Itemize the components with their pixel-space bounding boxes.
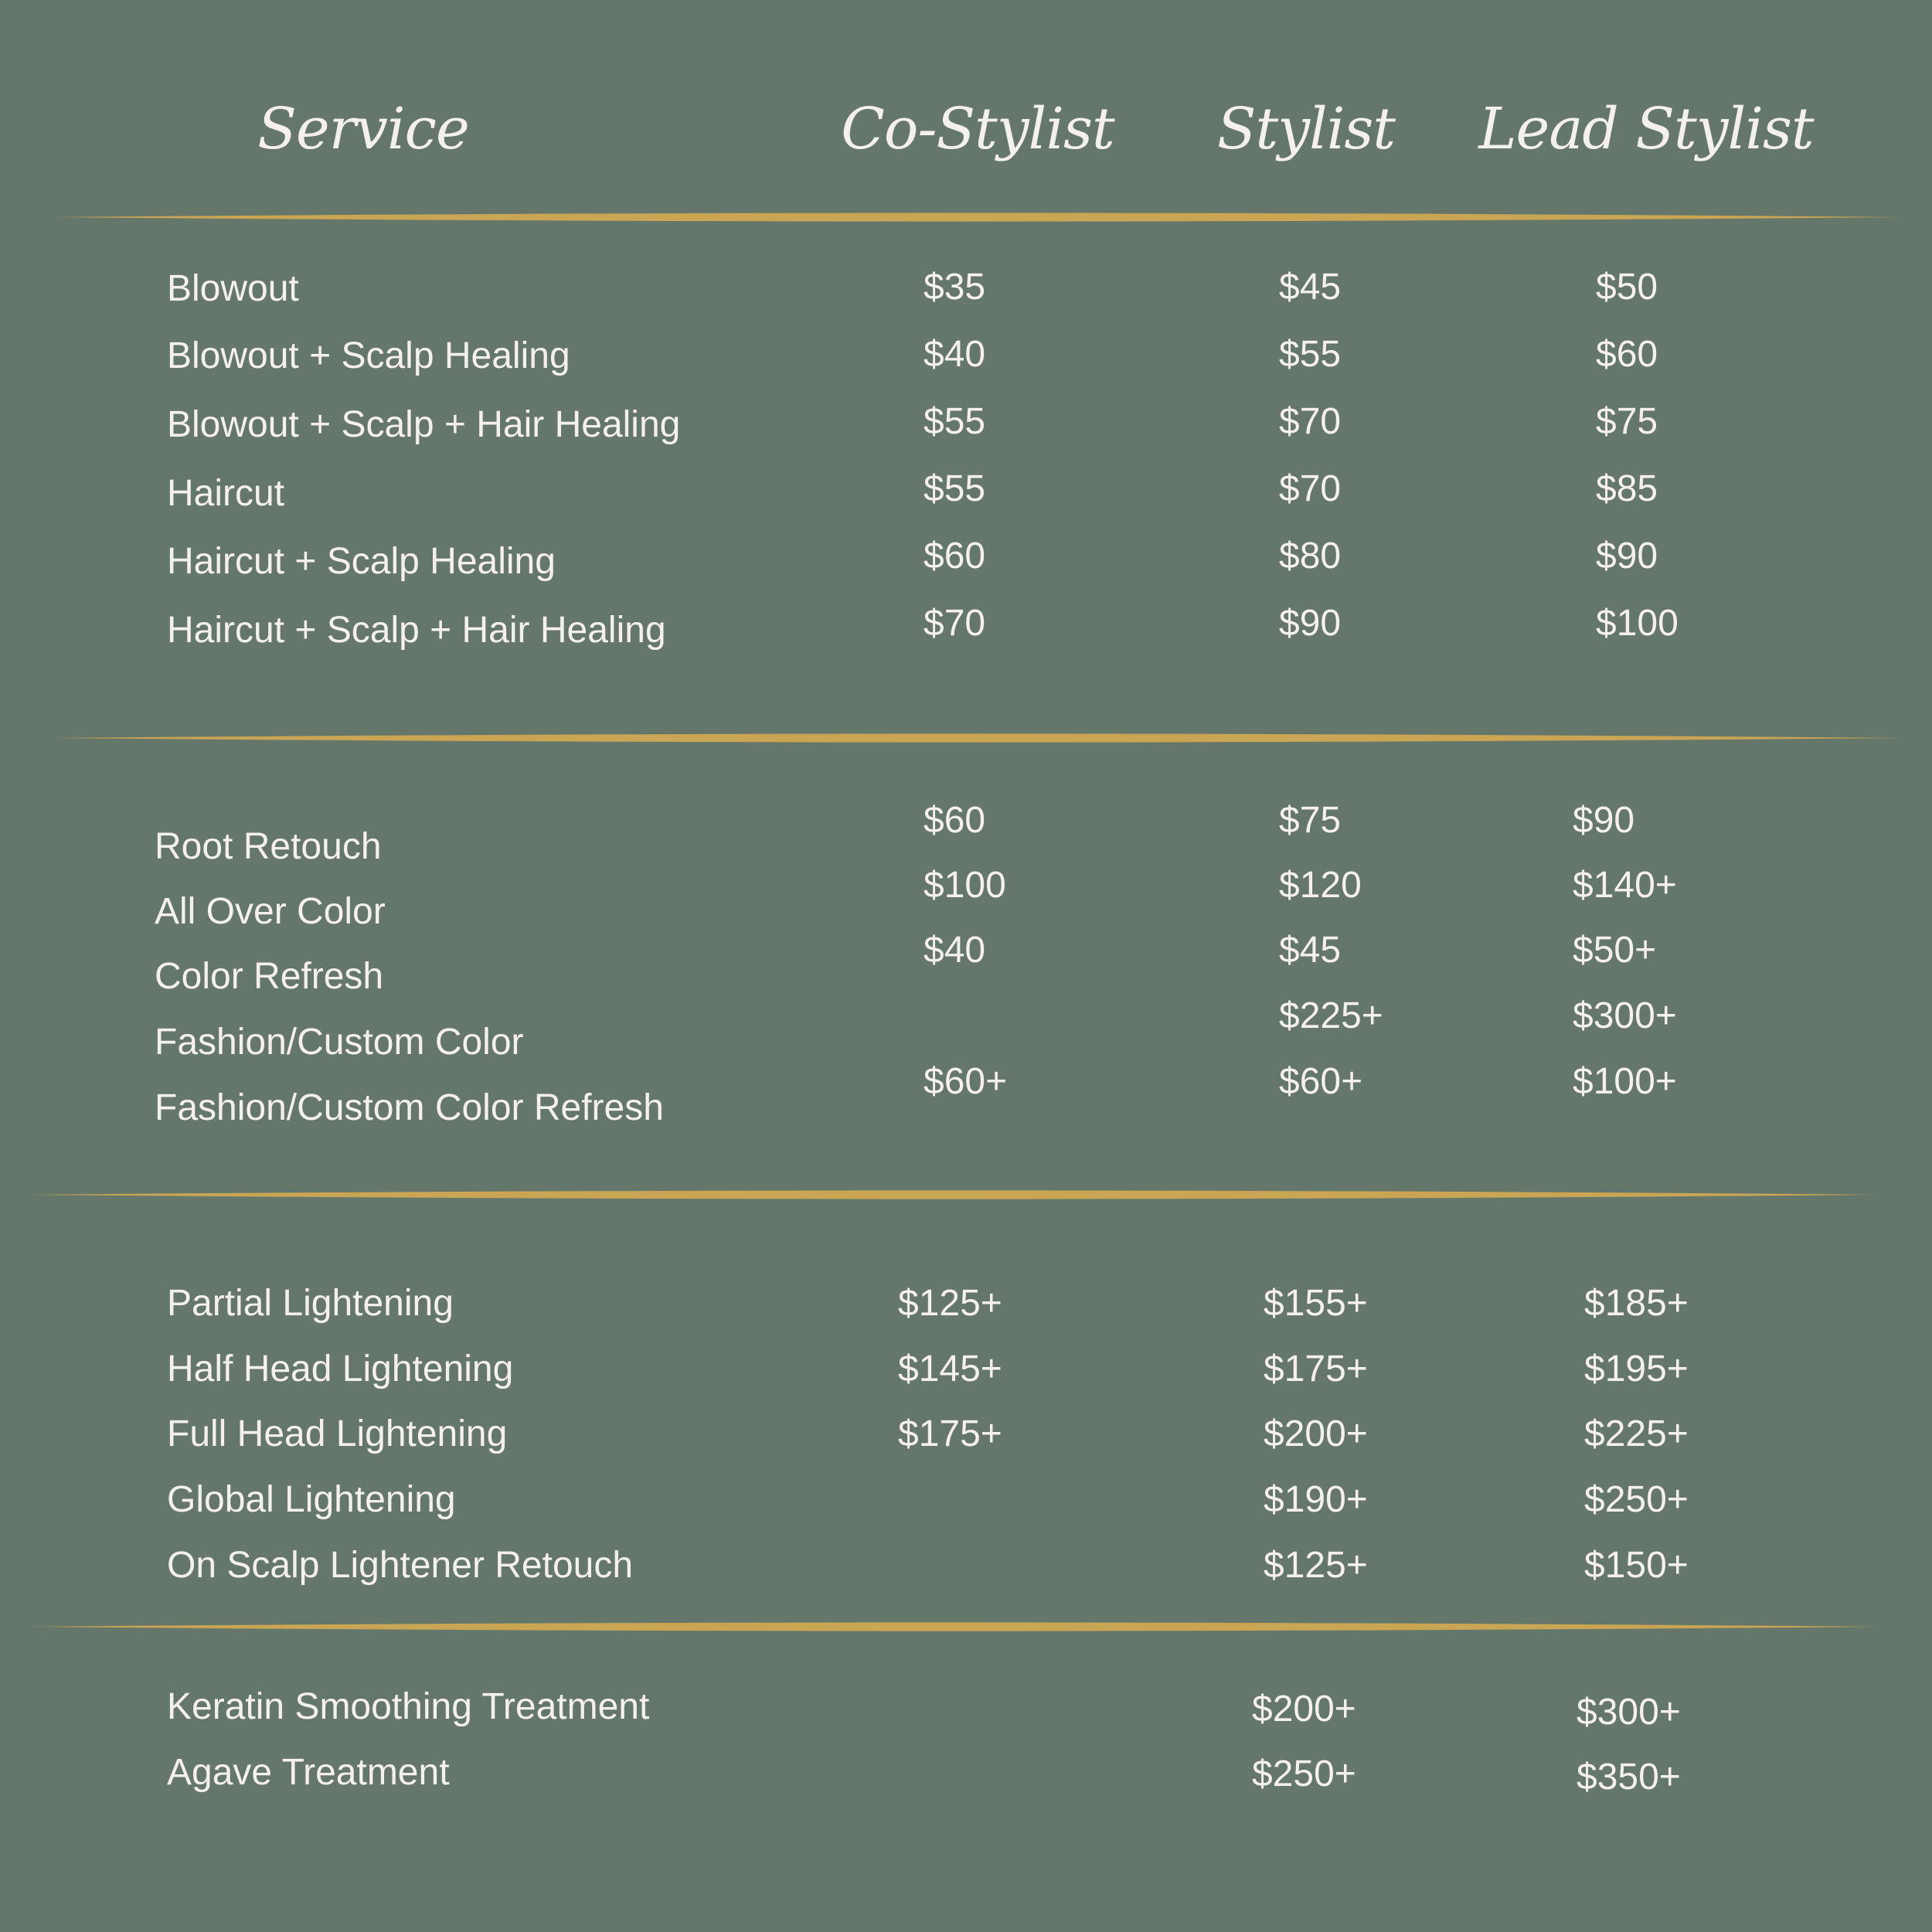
header-stylist: Stylist <box>1216 96 1396 162</box>
price-lead-stylist: $195+ <box>1584 1349 1689 1389</box>
service-name: Haircut + Scalp + Hair Healing <box>167 610 666 651</box>
price-lead-stylist: $50 <box>1596 267 1658 308</box>
price-lead-stylist: $75 <box>1596 401 1658 442</box>
price-stylist: $55 <box>1279 334 1342 375</box>
price-lead-stylist: $60 <box>1596 334 1658 375</box>
price-stylist: $70 <box>1279 401 1342 442</box>
price-lead-stylist: $100+ <box>1573 1061 1677 1102</box>
price-lead-stylist: $140+ <box>1573 865 1677 906</box>
service-name: Agave Treatment <box>167 1752 450 1793</box>
price-stylist: $190+ <box>1264 1479 1368 1520</box>
price-lead-stylist: $90 <box>1573 800 1635 841</box>
service-name: On Scalp Lightener Retouch <box>167 1545 634 1586</box>
header-lead-stylist: Lead Stylist <box>1478 96 1814 162</box>
service-name: Blowout + Scalp Healing <box>167 335 570 376</box>
price-lead-stylist: $100 <box>1596 603 1679 644</box>
service-name: Global Lightening <box>167 1479 456 1520</box>
service-name: Full Head Lightening <box>167 1413 508 1454</box>
service-name: Blowout + Scalp + Hair Healing <box>167 404 681 445</box>
divider-3 <box>31 1189 1878 1201</box>
price-stylist: $45 <box>1279 267 1342 308</box>
service-name: Fashion/Custom Color Refresh <box>155 1087 664 1128</box>
price-stylist: $125+ <box>1264 1545 1368 1586</box>
service-name: Root Retouch <box>155 826 382 867</box>
service-name: Color Refresh <box>155 956 384 997</box>
price-lead-stylist: $90 <box>1596 536 1658 577</box>
divider-4 <box>31 1621 1878 1633</box>
divider-2 <box>54 732 1901 744</box>
price-co-stylist: $40 <box>923 334 986 375</box>
price-co-stylist: $55 <box>923 468 986 509</box>
price-co-stylist: $100 <box>923 865 1006 906</box>
price-co-stylist: $175+ <box>898 1413 1002 1454</box>
price-stylist: $75 <box>1279 800 1342 841</box>
price-stylist: $250+ <box>1252 1753 1356 1794</box>
price-lead-stylist: $250+ <box>1584 1479 1689 1520</box>
price-stylist: $80 <box>1279 536 1342 577</box>
price-co-stylist: $60 <box>923 536 986 577</box>
service-name: Half Head Lightening <box>167 1349 514 1389</box>
price-co-stylist: $60 <box>923 800 986 841</box>
service-name: Keratin Smoothing Treatment <box>167 1686 650 1727</box>
price-stylist: $225+ <box>1279 995 1383 1036</box>
price-stylist: $175+ <box>1264 1349 1368 1389</box>
price-co-stylist: $35 <box>923 267 986 308</box>
price-lead-stylist: $300+ <box>1573 995 1677 1036</box>
price-stylist: $155+ <box>1264 1283 1368 1324</box>
price-stylist: $120 <box>1279 865 1362 906</box>
price-stylist: $200+ <box>1252 1689 1356 1730</box>
price-lead-stylist: $50+ <box>1573 930 1657 971</box>
price-stylist: $70 <box>1279 468 1342 509</box>
price-co-stylist: $40 <box>923 930 986 971</box>
price-lead-stylist: $85 <box>1596 468 1658 509</box>
service-name: Fashion/Custom Color <box>155 1022 524 1063</box>
service-name: Blowout <box>167 268 299 309</box>
service-name: All Over Color <box>155 891 386 932</box>
service-name: Partial Lightening <box>167 1283 454 1324</box>
price-co-stylist: $145+ <box>898 1349 1002 1389</box>
price-lead-stylist: $150+ <box>1584 1545 1689 1586</box>
header-co-stylist: Co-Stylist <box>841 96 1114 162</box>
price-stylist: $200+ <box>1264 1413 1368 1454</box>
header-service: Service <box>257 96 469 162</box>
price-lead-stylist: $300+ <box>1577 1692 1681 1733</box>
service-name: Haircut <box>167 473 285 514</box>
price-stylist: $60+ <box>1279 1061 1363 1102</box>
price-stylist: $45 <box>1279 930 1342 971</box>
price-lead-stylist: $350+ <box>1577 1757 1681 1798</box>
price-lead-stylist: $225+ <box>1584 1413 1689 1454</box>
price-co-stylist: $125+ <box>898 1283 1002 1324</box>
price-co-stylist: $70 <box>923 603 986 644</box>
divider-1 <box>54 211 1901 223</box>
price-lead-stylist: $185+ <box>1584 1283 1689 1324</box>
price-stylist: $90 <box>1279 603 1342 644</box>
price-co-stylist: $60+ <box>923 1061 1008 1102</box>
price-co-stylist: $55 <box>923 401 986 442</box>
service-name: Haircut + Scalp Healing <box>167 541 556 582</box>
